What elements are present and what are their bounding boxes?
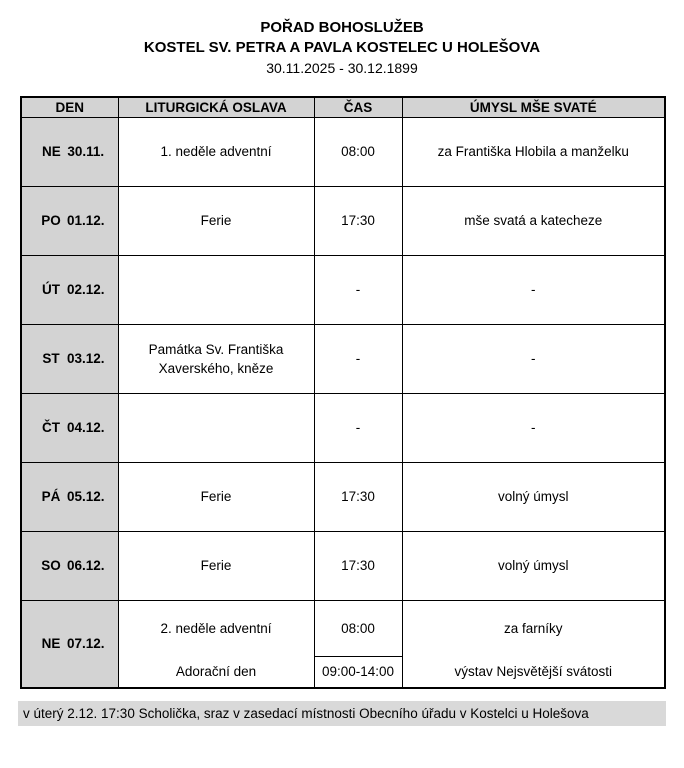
intention-cell: za Františka Hlobila a manželku — [402, 117, 665, 186]
day-cell — [21, 600, 118, 688]
day-abbreviation: PÁ — [41, 489, 61, 504]
day-date: 04.12. — [66, 420, 105, 435]
footer-note: v úterý 2.12. 17:30 Scholička, sraz v zasedací místnosti Obecního úřadu v Kostelci u Holešova — [18, 701, 666, 726]
celebration-cell: 1. neděle adventní — [118, 117, 314, 186]
day-date: 05.12. — [66, 489, 105, 504]
table-row — [21, 117, 665, 186]
celebration-cell: Památka Sv. Františka Xaverského, kněze — [118, 324, 314, 393]
table-subrow — [21, 656, 665, 688]
document-subtitle: KOSTEL SV. PETRA A PAVLA KOSTELEC U HOLEŠOVA — [143, 39, 541, 56]
celebration-cell — [118, 255, 314, 324]
day-cell — [21, 117, 118, 186]
time-cell: - — [314, 324, 402, 393]
day-abbreviation: NE — [41, 144, 61, 159]
table-row — [21, 186, 665, 255]
day-abbreviation: PO — [41, 213, 61, 228]
intention-cell: volný úmysl — [402, 531, 665, 600]
day-abbreviation: NE — [41, 636, 61, 652]
column-header-day: DEN — [21, 97, 118, 117]
schedule-table — [20, 96, 666, 689]
celebration-cell: Ferie — [118, 186, 314, 255]
intention-cell: mše svatá a katecheze — [402, 186, 665, 255]
table-row — [21, 393, 665, 462]
day-abbreviation: ST — [42, 351, 60, 366]
time-cell: 17:30 — [314, 531, 402, 600]
table-row — [21, 324, 665, 393]
day-date: 07.12. — [66, 636, 105, 652]
day-cell — [21, 324, 118, 393]
date-range: 30.11.2025 - 30.12.1899 — [266, 60, 418, 76]
celebration-cell: Ferie — [118, 531, 314, 600]
day-abbreviation: ČT — [41, 420, 60, 435]
day-cell — [21, 531, 118, 600]
intention-cell: - — [402, 255, 665, 324]
time-cell: 17:30 — [314, 462, 402, 531]
intention-cell: - — [402, 324, 665, 393]
table-row — [21, 600, 665, 656]
time-cell: - — [314, 255, 402, 324]
table-header-row — [21, 97, 665, 117]
table-row — [21, 531, 665, 600]
time-cell: 09:00-14:00 — [314, 656, 402, 688]
day-cell — [21, 462, 118, 531]
day-date: 01.12. — [66, 213, 105, 228]
column-header-intention: ÚMYSL MŠE SVATÉ — [402, 97, 665, 117]
column-header-celebration: LITURGICKÁ OSLAVA — [118, 97, 314, 117]
intention-cell: za farníky — [402, 600, 665, 656]
day-cell — [21, 255, 118, 324]
time-cell: 08:00 — [314, 117, 402, 186]
day-cell — [21, 393, 118, 462]
celebration-cell — [118, 393, 314, 462]
document-title: POŘAD BOHOSLUŽEB — [260, 19, 424, 36]
time-cell: - — [314, 393, 402, 462]
day-abbreviation: ÚT — [41, 282, 60, 297]
intention-cell: volný úmysl — [402, 462, 665, 531]
day-abbreviation: SO — [41, 558, 61, 573]
column-header-time: ČAS — [314, 97, 402, 117]
table-row — [21, 255, 665, 324]
celebration-cell: Adorační den — [118, 656, 314, 688]
day-cell — [21, 186, 118, 255]
celebration-cell: Ferie — [118, 462, 314, 531]
intention-cell: - — [402, 393, 665, 462]
day-date: 06.12. — [66, 558, 105, 573]
celebration-cell: 2. neděle adventní — [118, 600, 314, 656]
day-date: 03.12. — [66, 351, 105, 366]
time-cell: 08:00 — [314, 600, 402, 656]
document-header — [20, 18, 664, 78]
day-date: 02.12. — [66, 282, 105, 297]
intention-cell: výstav Nejsvětější svátosti — [402, 656, 665, 688]
day-date: 30.11. — [67, 144, 105, 159]
table-row — [21, 462, 665, 531]
time-cell: 17:30 — [314, 186, 402, 255]
